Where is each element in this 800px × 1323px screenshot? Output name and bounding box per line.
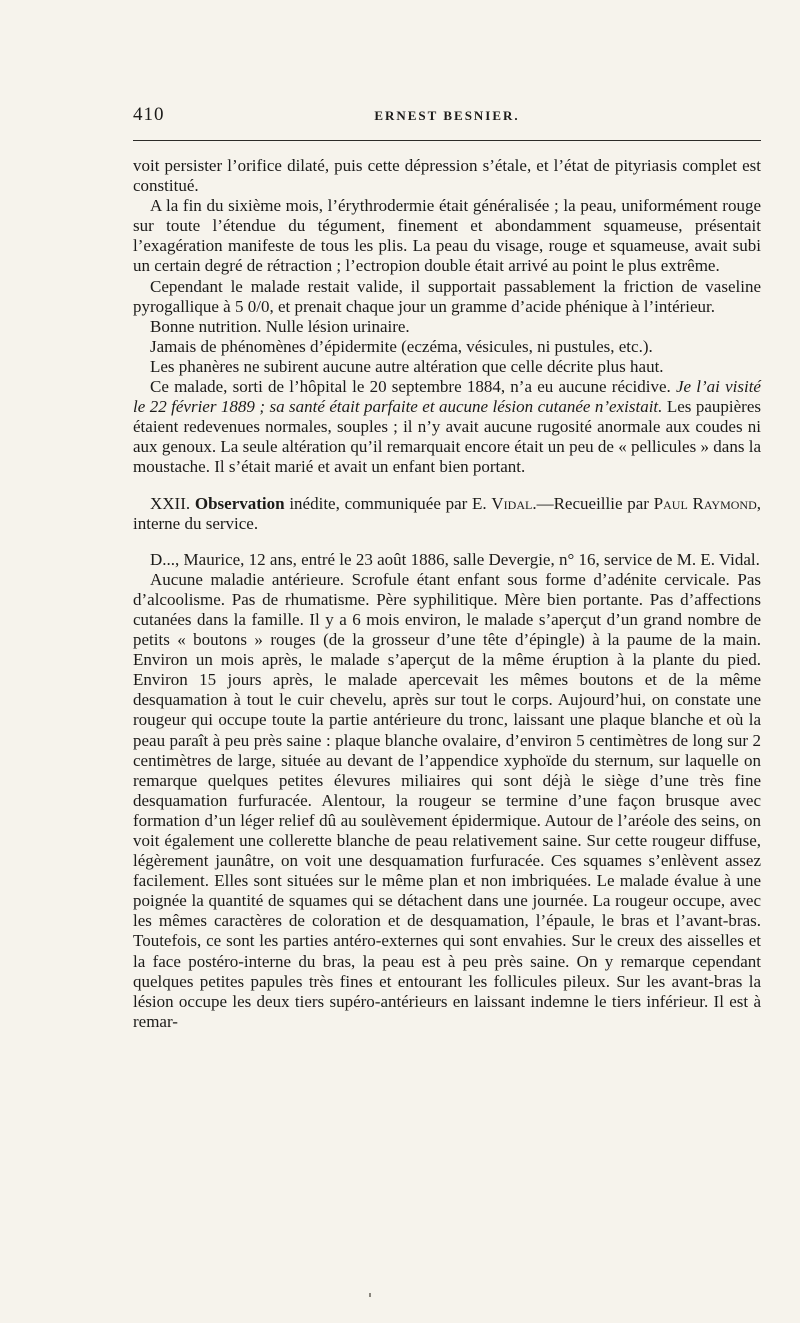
- running-title: ERNEST BESNIER.: [374, 108, 520, 123]
- paragraph: Les phanères ne subirent aucune autre altération que celle décrite plus haut.: [150, 356, 664, 376]
- page-number: 410: [133, 104, 165, 125]
- paragraph: Aucune maladie antérieure. Scrofule étant enfant sous forme d’adénite cervicale. Pas d’alcoolisme. Pas de rhumatisme. Père syphilitique. Mère bien portante. Pas d’affections cutanées dans la famille. Il y a 6 mois environ, le malade s’aperçut d’un grand nombre de petits « boutons » rouges (de la grosseur d’une tête d’épingle) à la paume de la main. Environ un mois après, le malade s’aperçut de la même éruption à la plante du pied. Environ 15 jours après, le malade apercevait les mêmes boutons et de la même desquamation à tout le cuir chevelu, après sur tout le corps. Aujourd’hui, on constate une rougeur qui occupe toute la partie antérieure du tronc, laissant une plaque blanche et où la peau paraît à peu près saine : plaque blanche ovalaire, d’environ 5 centimètres de long sur 2 centimètres de large, située au devant de l’appendice xyphoïde du sternum, sur laquelle on remarque quelques petites élevures miliaires qui sont déjà le siège d’une très fine desquamation furfuracée. Alentour, la rougeur se termine d’une façon brusque avec formation d’un léger relief dû au soulèvement épidermique. Autour de l’aréole des seins, on voit également une collerette blanche de peau relativement saine. Sur cette rougeur diffuse, légèrement jaunâtre, on voit une desquamation furfuracée. Ces squames s’enlèvent assez facilement. Elles sont situées sur le même plan et non imbriquées. Le malade évalue à une poignée la quantité de squames qui se détachent dans une journée. La rougeur occupe, avec les mêmes caractères de coloration et de desquamation, l’épaule, le bras et l’avant-bras. Toutefois, ce sont les parties antéro-externes qui sont envahies. Sur le creux des aisselles et la face postéro-interne du bras, la peau est à peu près saine. On y remarque cependant quelques petites papules très fines et entourant les follicules pileux. Sur les avant-bras la lésion occupe les deux tiers supéro-antérieurs en laissant indemne le tiers inférieur. Il est à remar-: [133, 569, 761, 1031]
- paragraph: voit persister l’orifice dilaté, puis cette dépression s’étale, et l’état de pityriasis complet est constitué.: [133, 156, 761, 196]
- heading-text: , interne du service.: [133, 493, 762, 533]
- header-rule: [133, 140, 761, 141]
- paragraph: Cependant le malade restait valide, il supportait passablement la friction de vaseline pyrogallique à 5 0/0, et prenait chaque jour un gramme d’acide phénique à l’intérieur.: [133, 276, 761, 316]
- book-page: [133, 100, 761, 1300]
- page-header: [133, 100, 761, 132]
- print-speck: [369, 1293, 371, 1297]
- observation-number: XXII.: [150, 493, 191, 513]
- paragraph: A la fin du sixième mois, l’érythrodermie était généralisée ; la peau, uniformément rouge sur toute l’étendue du tégument, finement et abondamment squameuse, présentait l’exagération manifeste de tous les plis. La peau du visage, rouge et squameuse, avait subi un certain degré de rétraction ; l’ectropion double était arrivé au point le plus extrême.: [133, 196, 761, 276]
- paragraph: D..., Maurice, 12 ans, entré le 23 août 1886, salle Devergie, n° 16, service de M. E. Vidal.: [150, 549, 760, 569]
- paragraph: Jamais de phénomènes d’épidermite (eczéma, vésicules, ni pustules, etc.).: [150, 336, 653, 356]
- author-name: Paul Raymond: [653, 493, 757, 513]
- paragraph: Bonne nutrition. Nulle lésion urinaire.: [150, 316, 410, 336]
- author-name: Vidal: [491, 493, 533, 513]
- observation-label: Observation: [194, 493, 285, 513]
- paragraph-text: Les paupières étaient redevenues normales, souples ; il n’y avait aucune rugosité anormale aux coudes ni aux genoux. La seule altération qu’il remarquait encore était un peu de « pellicules » dans la moustache. Il s’était marié et avait un enfant bien portant.: [133, 397, 761, 477]
- paragraph: [133, 377, 761, 477]
- heading-text: inédite, communiquée par E.: [284, 493, 492, 513]
- body-text: [133, 156, 761, 1032]
- paragraph-text: Ce malade, sorti de l’hôpital le 20 septembre 1884, n’a eu aucune récidive.: [150, 377, 676, 397]
- observation-heading: [133, 494, 761, 534]
- heading-text: .—Recueillie par: [532, 493, 654, 513]
- italic-passage: Je l’ai visité le 22 février 1889 ; sa santé était parfaite et aucune lésion cutanée n’existait.: [133, 377, 761, 417]
